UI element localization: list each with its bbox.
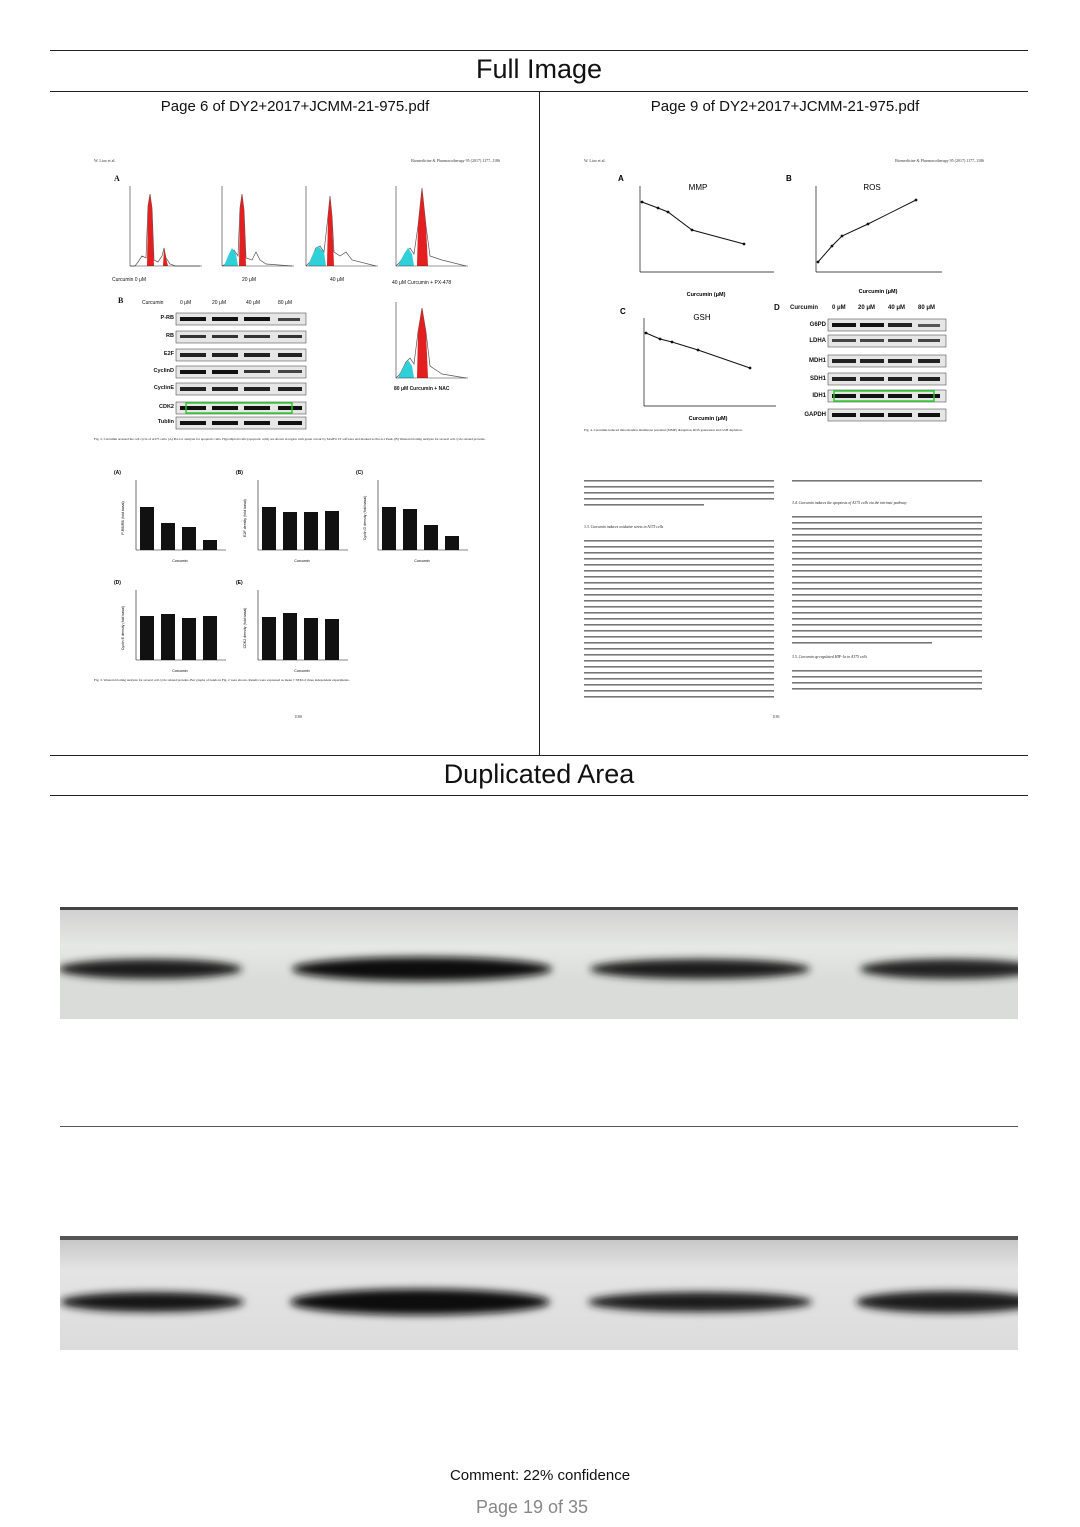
left-page-thumbnail[interactable] bbox=[90, 150, 510, 750]
right-running-head-left: W. Liao et al. bbox=[584, 158, 606, 163]
svg-text:ROS: ROS bbox=[863, 183, 881, 192]
svg-text:LDHA: LDHA bbox=[809, 338, 826, 344]
band-3 bbox=[590, 959, 810, 979]
left-page-number: 1180 bbox=[294, 714, 302, 719]
flow-label-1: Curcumin 0 μM bbox=[112, 277, 146, 283]
svg-text:E2F: E2F bbox=[163, 351, 174, 357]
fig2-letter-b: B bbox=[118, 296, 124, 305]
blot-header-40: 40 μM bbox=[246, 300, 260, 306]
top-rule bbox=[50, 50, 1028, 51]
svg-text:80 μM: 80 μM bbox=[918, 305, 936, 311]
svg-text:20 μM: 20 μM bbox=[858, 305, 876, 311]
blot-row-ldha bbox=[809, 335, 946, 347]
duplicated-crop-2[interactable] bbox=[60, 1236, 1018, 1350]
svg-text:D: D bbox=[774, 303, 780, 312]
fig2-letter-a: A bbox=[114, 174, 120, 183]
svg-text:P-RB: P-RB bbox=[160, 315, 174, 321]
svg-text:40 μM: 40 μM bbox=[888, 305, 906, 311]
bar-chart-c bbox=[356, 470, 468, 563]
panel-divider bbox=[539, 91, 540, 755]
svg-text:MDH1: MDH1 bbox=[808, 358, 826, 364]
svg-text:RB: RB bbox=[166, 333, 174, 339]
svg-text:(D): (D) bbox=[114, 580, 121, 586]
svg-text:Curcumin: Curcumin bbox=[790, 305, 819, 311]
crop-separator bbox=[60, 1126, 1018, 1127]
svg-text:Curcumin: Curcumin bbox=[414, 559, 430, 563]
blot-row-idh1 bbox=[812, 390, 946, 402]
svg-text:E2F density (fold basal): E2F density (fold basal) bbox=[243, 499, 247, 537]
flow-histogram-1 bbox=[130, 186, 202, 266]
svg-text:Curcumin: Curcumin bbox=[294, 669, 310, 673]
band-2 bbox=[290, 1289, 550, 1315]
svg-text:MMP: MMP bbox=[688, 183, 708, 192]
svg-text:SDH1: SDH1 bbox=[809, 376, 826, 382]
band-1 bbox=[60, 1292, 244, 1312]
svg-text:Cyclin E density (fold basal): Cyclin E density (fold basal) bbox=[121, 605, 125, 651]
svg-text:0 μM: 0 μM bbox=[832, 305, 846, 311]
svg-text:Curcumin: Curcumin bbox=[172, 669, 188, 673]
svg-text:A: A bbox=[618, 174, 624, 183]
svg-text:(A): (A) bbox=[114, 470, 121, 476]
blot-row-rb bbox=[166, 331, 306, 343]
blot-header-20: 20 μM bbox=[212, 300, 226, 306]
blot-row-cycline bbox=[154, 383, 306, 395]
flow-histogram-nac bbox=[396, 302, 468, 378]
band-2 bbox=[292, 957, 552, 981]
nac-label: 80 μM Curcumin + NAC bbox=[394, 386, 450, 392]
flow-histogram-4 bbox=[396, 186, 468, 266]
svg-text:GSH: GSH bbox=[693, 313, 711, 322]
left-page-label: Page 6 of DY2+2017+JCMM-21-975.pdf bbox=[160, 98, 430, 115]
svg-text:CyclinE: CyclinE bbox=[153, 385, 174, 391]
svg-text:Curcumin (μM): Curcumin (μM) bbox=[688, 416, 728, 422]
flow-label-4: 40 μM Curcumin + PX-478 bbox=[392, 280, 452, 286]
blot-row-mdh1 bbox=[809, 355, 946, 367]
section-3-3: 3.3. Curcumin induces oxidative stress in A375 cells bbox=[584, 525, 664, 529]
band-3 bbox=[588, 1292, 812, 1312]
svg-text:IDH1: IDH1 bbox=[812, 393, 826, 399]
svg-text:G6PD: G6PD bbox=[809, 322, 826, 328]
svg-text:CDK2 density (fold basal): CDK2 density (fold basal) bbox=[243, 607, 247, 649]
svg-text:P-RB/RB (fold basal): P-RB/RB (fold basal) bbox=[121, 501, 125, 535]
band-1 bbox=[60, 959, 242, 979]
blot-header-label: Curcumin bbox=[142, 300, 164, 306]
svg-text:Cyclin D density (fold basal): Cyclin D density (fold basal) bbox=[363, 495, 367, 541]
bar-chart-e bbox=[236, 580, 348, 673]
page-indicator: Page 19 of 35 bbox=[475, 1497, 589, 1517]
blot-header-80: 80 μM bbox=[278, 300, 292, 306]
svg-text:Curcumin: Curcumin bbox=[172, 559, 188, 563]
left-running-head-right: Biomedicine & Pharmacotherapy 95 (2017) 1177–1186 bbox=[411, 158, 500, 163]
body-text-lines bbox=[584, 480, 982, 506]
blot-header-0: 0 μM bbox=[180, 300, 192, 306]
blot-rows-left bbox=[154, 313, 306, 429]
panels-bottom-rule bbox=[50, 755, 1028, 756]
confidence-comment: Comment: 22% confidence bbox=[449, 1467, 631, 1484]
svg-text:B: B bbox=[786, 174, 792, 183]
blot-row-gapdh bbox=[804, 409, 946, 421]
flow-label-2: 20 μM bbox=[242, 277, 256, 283]
blot-row-cyclind bbox=[154, 366, 306, 378]
chart-mmp bbox=[618, 174, 774, 298]
fig3-caption: Fig. 3. Western blotting analysis for several cell cycle related proteins. Bar graphs of bands in Fig. 2 were shown. Results were expressed as mean ± SEM of three independent experiments. bbox=[94, 678, 350, 682]
section-3-4: 3.4. Curcumin induces the apoptosis of A375 cells via the intrinsic pathway bbox=[792, 501, 907, 505]
section-3-5: 3.5. Curcumin up regulated HIF-1α in A375 cells bbox=[792, 655, 867, 659]
body-text-lines-2 bbox=[584, 516, 982, 698]
svg-text:Tublin: Tublin bbox=[157, 419, 174, 425]
svg-text:GAPDH: GAPDH bbox=[804, 412, 826, 418]
right-page-label: Page 9 of DY2+2017+JCMM-21-975.pdf bbox=[650, 98, 920, 115]
svg-text:C: C bbox=[620, 307, 626, 316]
svg-text:(C): (C) bbox=[356, 470, 363, 476]
svg-text:CyclinD: CyclinD bbox=[153, 368, 174, 374]
fig4-caption: Fig. 4. Curcumin-induced mitochondria membrane potential (MMP) disruption, ROS generation and GSH depletion. bbox=[584, 428, 743, 432]
full-image-title: Full Image bbox=[475, 54, 603, 84]
right-running-head-right: Biomedicine & Pharmacotherapy 95 (2017) 1177–1186 bbox=[895, 158, 984, 163]
svg-text:(E): (E) bbox=[236, 580, 243, 586]
blot-panel-d bbox=[774, 303, 935, 312]
blot-row-e2f bbox=[164, 349, 306, 361]
bar-chart-a bbox=[114, 470, 226, 563]
svg-text:CDK2: CDK2 bbox=[159, 404, 174, 410]
blot-row-g6pd bbox=[810, 319, 946, 331]
svg-text:Curcumin: Curcumin bbox=[294, 559, 310, 563]
blot-row-prb bbox=[161, 313, 306, 325]
fig2-caption: Fig. 2. Curcumin arrested the cell cycle of A375 cells. (A) Pre-G1 analysis for apoptotic cells. Hypodiploid cells (apoptotic cells) are shown in region with green colour by ModFit LT software and marked as Pre-G1 Peak. (B) Western blotting analysis for several cell cycle related proteins. bbox=[94, 437, 486, 441]
chart-ros bbox=[786, 174, 942, 295]
blot-rows-right bbox=[804, 319, 946, 421]
chart-gsh bbox=[620, 307, 776, 422]
duplicated-crop-1[interactable] bbox=[60, 907, 1018, 1019]
left-running-head-left: W. Liao et al. bbox=[94, 158, 116, 163]
duplicated-area-title: Duplicated Area bbox=[443, 759, 635, 789]
blot-row-sdh1 bbox=[810, 373, 946, 385]
flow-histogram-2 bbox=[222, 186, 294, 266]
blot-row-cdk2 bbox=[159, 402, 306, 414]
svg-text:(B): (B) bbox=[236, 470, 243, 476]
flow-label-3: 40 μM bbox=[330, 277, 344, 283]
bar-chart-b bbox=[236, 470, 348, 563]
flow-histogram-3 bbox=[306, 186, 378, 266]
bar-chart-d bbox=[114, 580, 226, 673]
right-page-thumbnail[interactable] bbox=[580, 150, 1000, 750]
svg-text:Curcumin (μM): Curcumin (μM) bbox=[858, 289, 898, 295]
duplicated-area-rule bbox=[50, 795, 1028, 796]
blot-row-tublin bbox=[158, 417, 306, 429]
right-page-number: 1181 bbox=[772, 714, 780, 719]
svg-text:Curcumin (μM): Curcumin (μM) bbox=[686, 292, 726, 298]
